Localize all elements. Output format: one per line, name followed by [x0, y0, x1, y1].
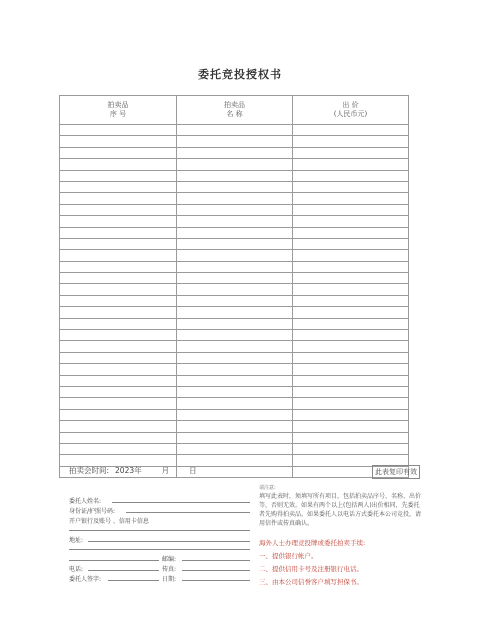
- lot-name-cell[interactable]: [177, 216, 293, 227]
- postcode-label: 邮编:: [162, 556, 177, 563]
- bid-price-cell[interactable]: [293, 409, 409, 420]
- form-title: 委托竞投授权书: [198, 68, 282, 81]
- lot-number-cell[interactable]: [60, 443, 177, 454]
- lot-name-cell[interactable]: [177, 147, 293, 158]
- table-row: [60, 261, 409, 272]
- lot-name-cell[interactable]: [177, 375, 293, 386]
- table-row: [60, 159, 409, 170]
- lot-number-cell[interactable]: [60, 273, 177, 284]
- bid-table-header: [60, 96, 409, 125]
- lot-number-cell[interactable]: [60, 375, 177, 386]
- bid-price-cell[interactable]: [293, 136, 409, 147]
- signature-field[interactable]: [108, 580, 159, 581]
- lot-name-cell[interactable]: [177, 295, 293, 306]
- overseas-item: 二、提供信用卡号及注册银行电话。: [259, 565, 363, 573]
- table-row: [60, 318, 409, 329]
- address-field-line3[interactable]: [69, 560, 159, 561]
- date-label: 日期:: [162, 576, 177, 583]
- bid-price-cell[interactable]: [293, 295, 409, 306]
- table-row: [60, 136, 409, 147]
- lot-name-cell[interactable]: [177, 273, 293, 284]
- bid-price-cell[interactable]: [293, 147, 409, 158]
- lot-name-cell[interactable]: [177, 250, 293, 261]
- id-number-field[interactable]: [126, 512, 250, 513]
- bid-price-cell[interactable]: [293, 364, 409, 375]
- lot-name-cell[interactable]: [177, 284, 293, 295]
- lot-name-cell[interactable]: [177, 193, 293, 204]
- lot-number-cell[interactable]: [60, 170, 177, 181]
- bid-table: [59, 95, 409, 478]
- table-row: [60, 250, 409, 261]
- header-lot-name: 拍卖品 名 称: [177, 96, 293, 125]
- bid-price-cell[interactable]: [293, 375, 409, 386]
- table-row: [60, 216, 409, 227]
- overseas-instructions: [259, 537, 429, 589]
- lot-name-cell[interactable]: [177, 318, 293, 329]
- lot-number-cell[interactable]: [60, 216, 177, 227]
- lot-number-cell[interactable]: [60, 432, 177, 443]
- bid-price-cell[interactable]: [293, 341, 409, 352]
- lot-number-cell[interactable]: [60, 284, 177, 295]
- table-row: [60, 273, 409, 284]
- lot-name-cell[interactable]: [177, 136, 293, 147]
- table-row: [60, 295, 409, 306]
- postcode-field[interactable]: [182, 560, 250, 561]
- lot-name-cell[interactable]: [177, 125, 293, 136]
- lot-number-cell[interactable]: [60, 398, 177, 409]
- lot-name-cell[interactable]: [177, 330, 293, 341]
- table-row: [60, 375, 409, 386]
- phone-field[interactable]: [88, 570, 159, 571]
- lot-number-cell[interactable]: [60, 125, 177, 136]
- signature-label: 委托人签字:: [69, 576, 102, 583]
- lot-name-cell[interactable]: [177, 341, 293, 352]
- lot-number-cell[interactable]: [60, 147, 177, 158]
- lot-name-cell[interactable]: [177, 204, 293, 215]
- overseas-item: 三、由本公司信誉客户填写担保书。: [259, 578, 363, 586]
- overseas-item: 一、提供银行帐户。: [259, 552, 318, 560]
- table-row: [60, 238, 409, 249]
- lot-number-cell[interactable]: [60, 159, 177, 170]
- phone-label: 电话:: [69, 566, 84, 573]
- bank-info-field[interactable]: [69, 530, 250, 531]
- table-row: [60, 409, 409, 420]
- bid-price-cell[interactable]: [293, 204, 409, 215]
- table-row: [60, 386, 409, 397]
- address-label: 地址:: [69, 537, 84, 544]
- bid-price-cell[interactable]: [293, 386, 409, 397]
- lot-number-cell[interactable]: [60, 421, 177, 432]
- table-row: [60, 364, 409, 375]
- lot-number-cell[interactable]: [60, 307, 177, 318]
- bid-price-cell[interactable]: [293, 421, 409, 432]
- table-row: [60, 307, 409, 318]
- lot-number-cell[interactable]: [60, 409, 177, 420]
- bid-price-cell[interactable]: [293, 216, 409, 227]
- bid-price-cell[interactable]: [293, 170, 409, 181]
- bid-price-cell[interactable]: [293, 432, 409, 443]
- lot-name-cell[interactable]: [177, 238, 293, 249]
- address-field[interactable]: [88, 541, 250, 542]
- table-row: [60, 125, 409, 136]
- lot-number-cell[interactable]: [60, 238, 177, 249]
- lot-number-cell[interactable]: [60, 193, 177, 204]
- table-row: [60, 330, 409, 341]
- notes-body: 填写此表时，须填写所有项目，包括拍卖品序号、名称、出价等，否则无效。如果有两个以上(包括两人)出价相同，先委托者先购得拍卖品。如果委托人以电话方式委托本公司竞投，请用信件或传真确认。: [259, 493, 422, 527]
- bid-price-cell[interactable]: [293, 273, 409, 284]
- lot-number-cell[interactable]: [60, 341, 177, 352]
- table-row: [60, 170, 409, 181]
- bid-price-cell[interactable]: [293, 307, 409, 318]
- fax-field[interactable]: [182, 570, 250, 571]
- bid-price-cell[interactable]: [293, 352, 409, 363]
- bid-price-cell[interactable]: [293, 261, 409, 272]
- copy-valid-note: 此表复印有效: [372, 465, 420, 479]
- table-row: [60, 443, 409, 454]
- bid-price-cell[interactable]: [293, 250, 409, 261]
- lot-name-cell[interactable]: [177, 170, 293, 181]
- table-row: [60, 147, 409, 158]
- lot-number-cell[interactable]: [60, 204, 177, 215]
- bank-info-label: 开户银行及账号 、信用卡信息: [69, 518, 149, 525]
- lot-name-cell[interactable]: [177, 386, 293, 397]
- lot-name-cell[interactable]: [177, 352, 293, 363]
- table-row: [60, 432, 409, 443]
- table-row: [60, 284, 409, 295]
- lot-name-cell[interactable]: [177, 159, 293, 170]
- bid-price-cell[interactable]: [293, 284, 409, 295]
- id-number-label: 身份证/护照号码:: [69, 508, 116, 515]
- client-name-label: 委托人姓名:: [69, 498, 102, 505]
- table-row: [60, 204, 409, 215]
- table-row: [60, 398, 409, 409]
- table-row: [60, 352, 409, 363]
- lot-number-cell[interactable]: [60, 136, 177, 147]
- table-row: [60, 341, 409, 352]
- lot-name-cell[interactable]: [177, 307, 293, 318]
- bid-price-cell[interactable]: [293, 398, 409, 409]
- address-field-line2[interactable]: [69, 549, 250, 550]
- lot-number-cell[interactable]: [60, 227, 177, 238]
- table-row: [60, 193, 409, 204]
- notes-heading: 请注意:: [259, 485, 276, 491]
- lot-number-cell[interactable]: [60, 352, 177, 363]
- header-lot-number: 拍卖品 序 号: [60, 96, 177, 125]
- lot-name-cell[interactable]: [177, 181, 293, 192]
- lot-number-cell[interactable]: [60, 181, 177, 192]
- lot-name-cell[interactable]: [177, 421, 293, 432]
- lot-name-cell[interactable]: [177, 398, 293, 409]
- lot-name-cell[interactable]: [177, 261, 293, 272]
- bid-price-cell[interactable]: [293, 181, 409, 192]
- fax-label: 传真:: [162, 566, 177, 573]
- lot-name-cell[interactable]: [177, 409, 293, 420]
- bid-price-cell[interactable]: [293, 330, 409, 341]
- bid-price-cell[interactable]: [293, 318, 409, 329]
- lot-number-cell[interactable]: [60, 250, 177, 261]
- lot-name-cell[interactable]: [177, 227, 293, 238]
- auction-time: 拍卖会时间: 2023年 月 日: [69, 466, 197, 475]
- table-row: [60, 421, 409, 432]
- lot-number-cell[interactable]: [60, 330, 177, 341]
- overseas-heading: 海外人士办理竞投牌或委托拍卖手续:: [259, 539, 366, 547]
- bid-price-cell[interactable]: [293, 443, 409, 454]
- header-bid-price: 出 价 (人民币元): [293, 96, 409, 125]
- date-field[interactable]: [182, 580, 250, 581]
- table-row: [60, 227, 409, 238]
- lot-number-cell[interactable]: [60, 261, 177, 272]
- lot-number-cell[interactable]: [60, 295, 177, 306]
- lot-number-cell[interactable]: [60, 364, 177, 375]
- bid-price-cell[interactable]: [293, 159, 409, 170]
- lot-name-cell[interactable]: [177, 364, 293, 375]
- lot-name-cell[interactable]: [177, 432, 293, 443]
- client-name-field[interactable]: [112, 502, 250, 503]
- bid-price-cell[interactable]: [293, 227, 409, 238]
- table-row: [60, 181, 409, 192]
- bid-price-cell[interactable]: [293, 193, 409, 204]
- bid-price-cell[interactable]: [293, 238, 409, 249]
- bid-price-cell[interactable]: [293, 125, 409, 136]
- lot-name-cell[interactable]: [177, 443, 293, 454]
- lot-number-cell[interactable]: [60, 318, 177, 329]
- lot-number-cell[interactable]: [60, 386, 177, 397]
